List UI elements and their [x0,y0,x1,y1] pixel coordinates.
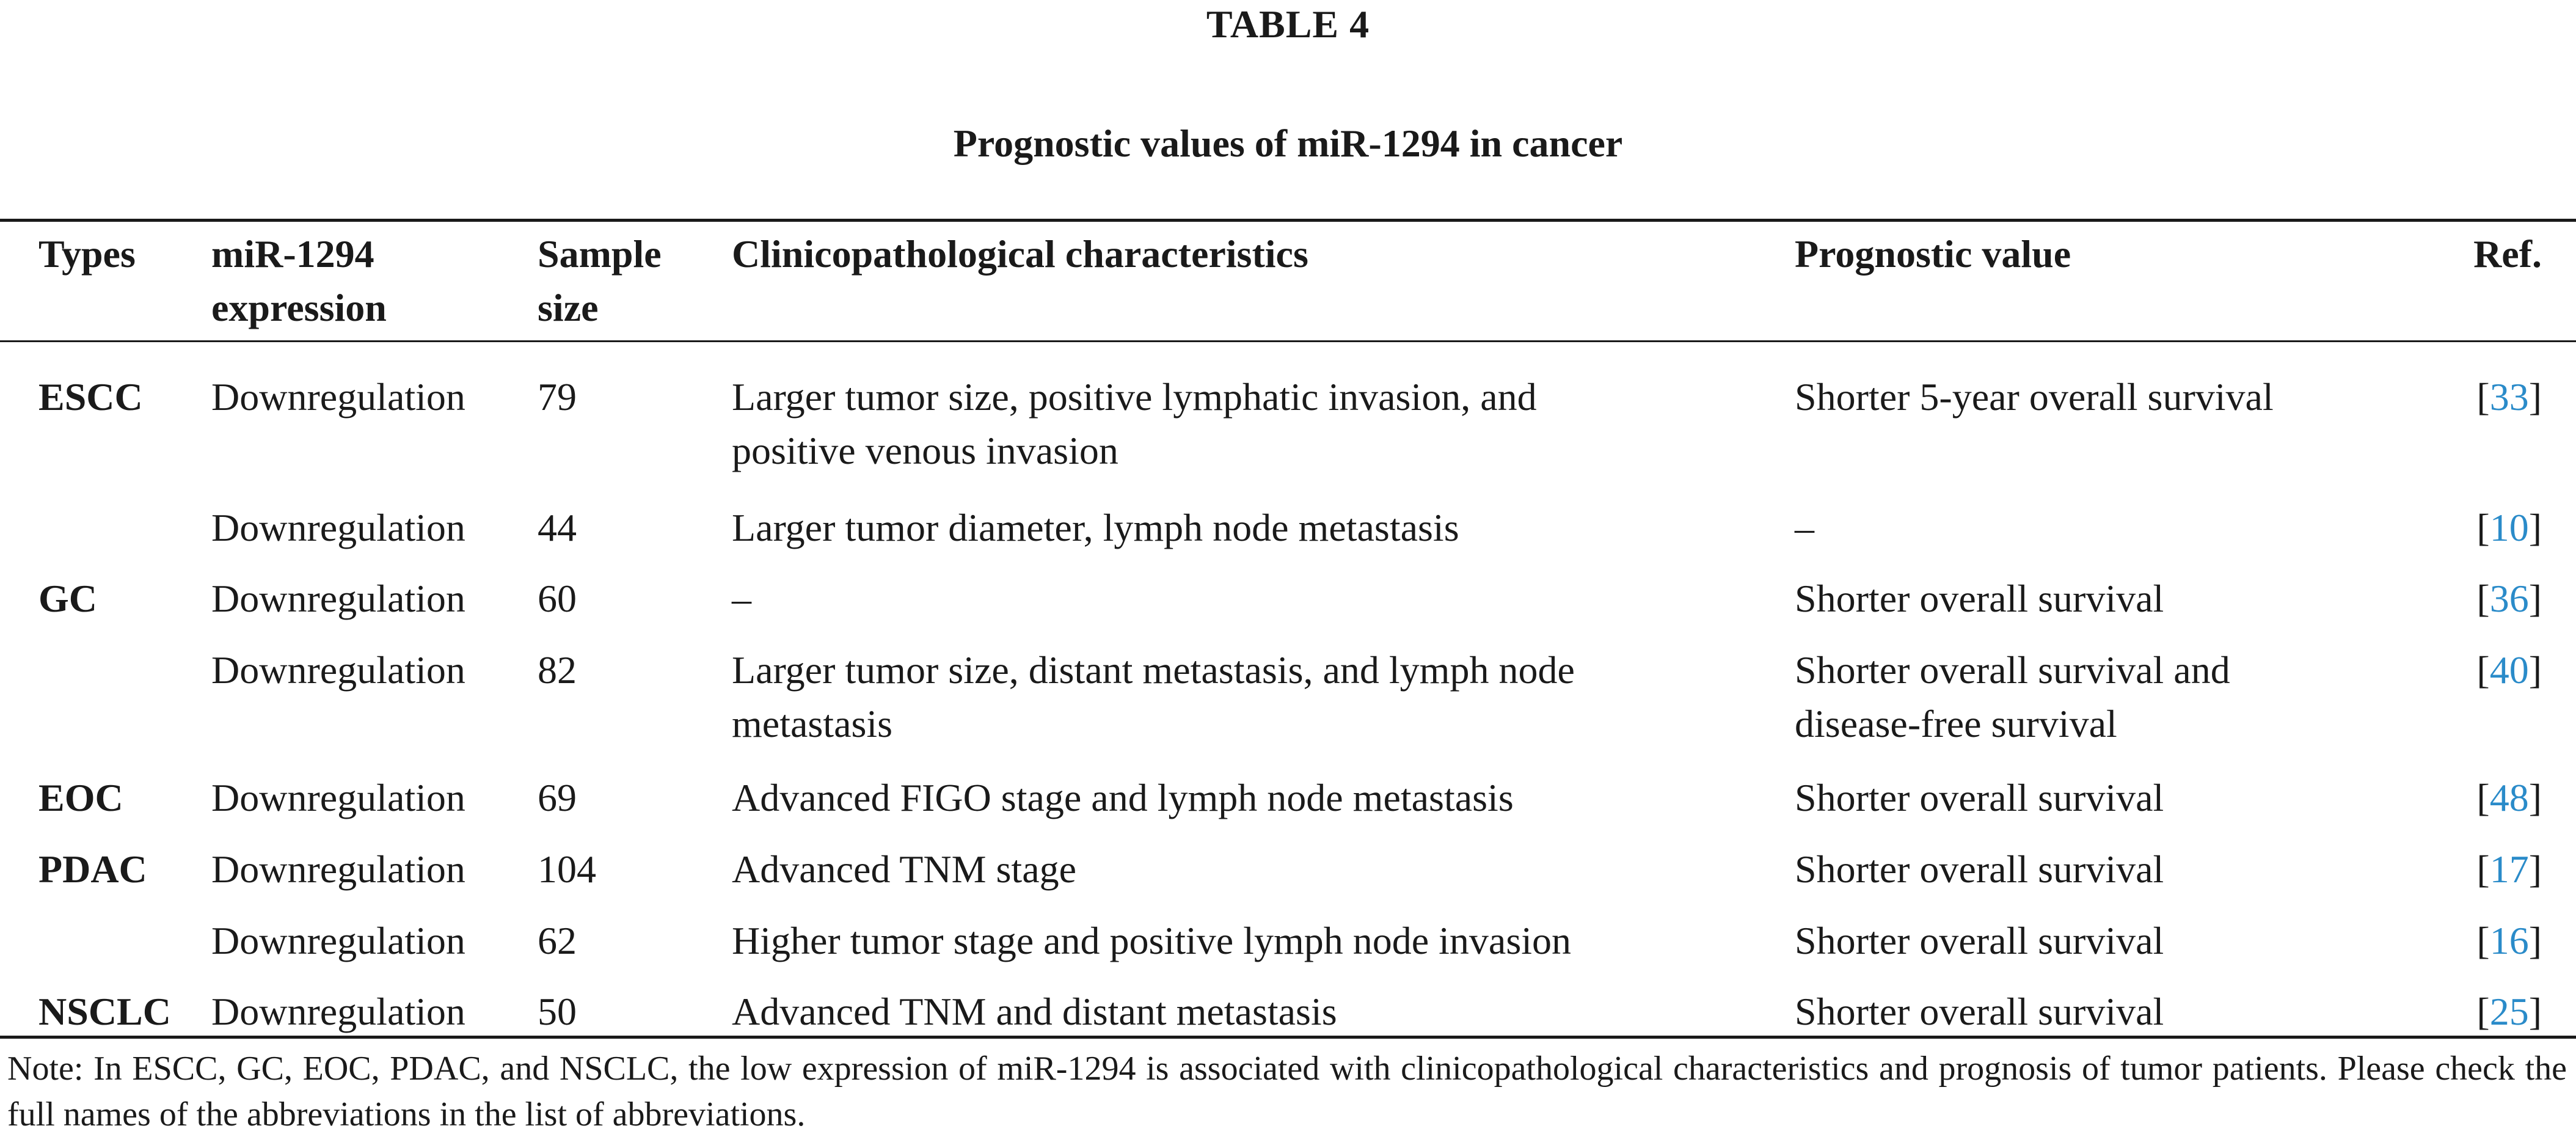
ref-bracket-close: ] [2528,506,2542,549]
row-ref[interactable] [2476,501,2542,555]
ref-bracket-open: [ [2476,847,2490,891]
ref-bracket-close: ] [2528,776,2542,819]
row-prognostic-line1: Shorter overall survival [1795,847,2164,891]
header-expression-line2: expression [211,286,387,329]
row-prognostic-line1: – [1795,506,1814,549]
ref-bracket-open: [ [2476,375,2490,419]
ref-bracket-open: [ [2476,776,2490,819]
row-clinical-line1: – [732,577,751,620]
ref-link[interactable]: 33 [2489,375,2529,419]
row-expression: Downregulation [211,506,465,549]
header-prognostic: Prognostic value [1795,232,2071,276]
row-ref[interactable] [2476,370,2542,424]
row-clinical-line1: Advanced FIGO stage and lymph node metastasis [732,776,1514,819]
row-prognostic-line1: Shorter overall survival and [1795,648,2230,692]
table-caption: Prognostic values of miR-1294 in cancer [953,122,1623,165]
row-type: EOC [38,776,123,819]
ref-bracket-open: [ [2476,506,2490,549]
header-expression-line1: miR-1294 [211,232,374,276]
ref-link[interactable]: 40 [2489,648,2529,692]
row-ref[interactable] [2476,572,2542,626]
ref-link[interactable]: 25 [2489,990,2529,1033]
ref-bracket-open: [ [2476,990,2490,1033]
table-label: TABLE 4 [1206,2,1370,46]
ref-bracket-close: ] [2528,577,2542,620]
ref-bracket-close: ] [2528,648,2542,692]
ref-link[interactable]: 16 [2489,919,2529,962]
row-expression: Downregulation [211,990,465,1033]
row-clinical-line1: Larger tumor diameter, lymph node metastasis [732,506,1459,549]
ref-link[interactable]: 17 [2489,847,2529,891]
ref-link[interactable]: 36 [2489,577,2529,620]
row-prognostic-line2: disease-free survival [1795,702,2117,745]
row-ref[interactable] [2476,914,2542,968]
row-prognostic-line1: Shorter 5-year overall survival [1795,375,2274,419]
row-expression: Downregulation [211,375,465,419]
row-prognostic-line1: Shorter overall survival [1795,577,2164,620]
row-type: ESCC [38,375,143,419]
ref-bracket-open: [ [2476,919,2490,962]
row-clinical-line1: Larger tumor size, distant metastasis, and lymph node [732,648,1575,692]
ref-bracket-close: ] [2528,847,2542,891]
row-ref[interactable] [2476,771,2542,825]
row-expression: Downregulation [211,847,465,891]
row-sample-size: 62 [538,919,577,962]
row-sample-size: 69 [538,776,577,819]
row-sample-size: 79 [538,375,577,419]
row-type: NSCLC [38,990,171,1033]
row-clinical-line2: metastasis [732,702,893,745]
row-clinical-line1: Advanced TNM and distant metastasis [732,990,1337,1033]
row-clinical-line2: positive venous invasion [732,429,1118,472]
ref-bracket-open: [ [2476,648,2490,692]
ref-link[interactable]: 10 [2489,506,2529,549]
row-sample-size: 44 [538,506,577,549]
row-type: PDAC [38,847,147,891]
row-ref[interactable] [2476,643,2542,697]
row-expression: Downregulation [211,919,465,962]
ref-bracket-close: ] [2528,375,2542,419]
top-rule [0,219,2576,222]
row-ref[interactable] [2476,985,2542,1039]
ref-bracket-close: ] [2528,919,2542,962]
ref-bracket-open: [ [2476,577,2490,620]
ref-bracket-close: ] [2528,990,2542,1033]
row-prognostic-line1: Shorter overall survival [1795,776,2164,819]
header-ref: Ref. [2473,232,2542,276]
row-prognostic-line1: Shorter overall survival [1795,919,2164,962]
row-expression: Downregulation [211,648,465,692]
table-note: Note: In ESCC, GC, EOC, PDAC, and NSCLC, the low expression of miR-1294 is associated with clinicopathological characteristics and prognosis of tumor patients. Please check the full names of the abbreviations in the list of abbreviations. [7,1050,2567,1133]
header-sample-line2: size [538,286,599,329]
row-prognostic-line1: Shorter overall survival [1795,990,2164,1033]
bottom-rule [0,1036,2576,1039]
row-expression: Downregulation [211,776,465,819]
row-clinical-line1: Larger tumor size, positive lymphatic invasion, and [732,375,1537,419]
ref-link[interactable]: 48 [2489,776,2529,819]
row-clinical-line1: Higher tumor stage and positive lymph node invasion [732,919,1571,962]
row-sample-size: 60 [538,577,577,620]
row-ref[interactable] [2476,843,2542,896]
header-types: Types [38,232,136,276]
row-clinical-line1: Advanced TNM stage [732,847,1076,891]
header-clinical: Clinicopathological characteristics [732,232,1308,276]
row-type: GC [38,577,97,620]
row-sample-size: 104 [538,847,596,891]
header-sample-line1: Sample [538,232,662,276]
row-sample-size: 82 [538,648,577,692]
row-sample-size: 50 [538,990,577,1033]
header-rule [0,340,2576,342]
row-expression: Downregulation [211,577,465,620]
